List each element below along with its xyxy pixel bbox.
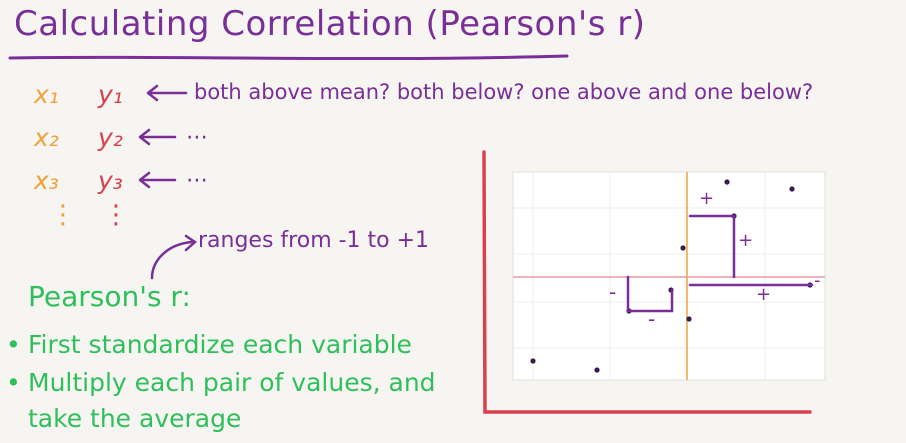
plus-sign: + (756, 284, 772, 305)
x1-label: x₁ (34, 80, 59, 109)
page-title: Calculating Correlation (Pearson's r) (14, 4, 646, 44)
data-point (680, 245, 685, 250)
minus-sign: - (648, 307, 656, 331)
data-point (594, 367, 599, 372)
y-ellipsis: ⋮ (103, 200, 129, 230)
data-point (789, 186, 794, 191)
x2-label: x₂ (34, 123, 59, 152)
title-underline (10, 56, 567, 59)
y2-label: y₂ (98, 123, 123, 152)
row1-arrow-icon (148, 86, 186, 100)
y1-label: y₁ (98, 80, 123, 109)
y3-label: y₃ (98, 166, 123, 195)
curved-arrow-icon (152, 236, 195, 278)
x-ellipsis: ⋮ (50, 200, 76, 230)
bullet-2: Multiply each pair of values, and (28, 368, 436, 397)
plus-sign: + (699, 188, 715, 209)
data-point (530, 358, 535, 363)
x3-label: x₃ (34, 166, 59, 195)
data-point (686, 316, 691, 321)
bullet-1: First standardize each variable (28, 330, 412, 359)
bullet-2-continued: take the average (28, 404, 242, 433)
plus-sign: + (738, 230, 754, 251)
data-point (724, 179, 729, 184)
minus-sign: - (609, 280, 617, 304)
bullet-1-marker: • (6, 330, 21, 359)
row3-arrow-icon (140, 173, 175, 187)
minus-sign: - (814, 270, 821, 291)
row3-note: ⋯ (186, 168, 208, 193)
row2-arrow-icon (140, 130, 175, 144)
row2-note: ⋯ (186, 125, 208, 150)
bullet-2-marker: • (6, 368, 21, 397)
range-note: ranges from -1 to +1 (198, 228, 430, 253)
scatter-plot-panel (513, 172, 825, 380)
pearson-heading: Pearson's r: (28, 280, 191, 313)
row1-note: both above mean? both below? one above and one below? (194, 80, 814, 104)
